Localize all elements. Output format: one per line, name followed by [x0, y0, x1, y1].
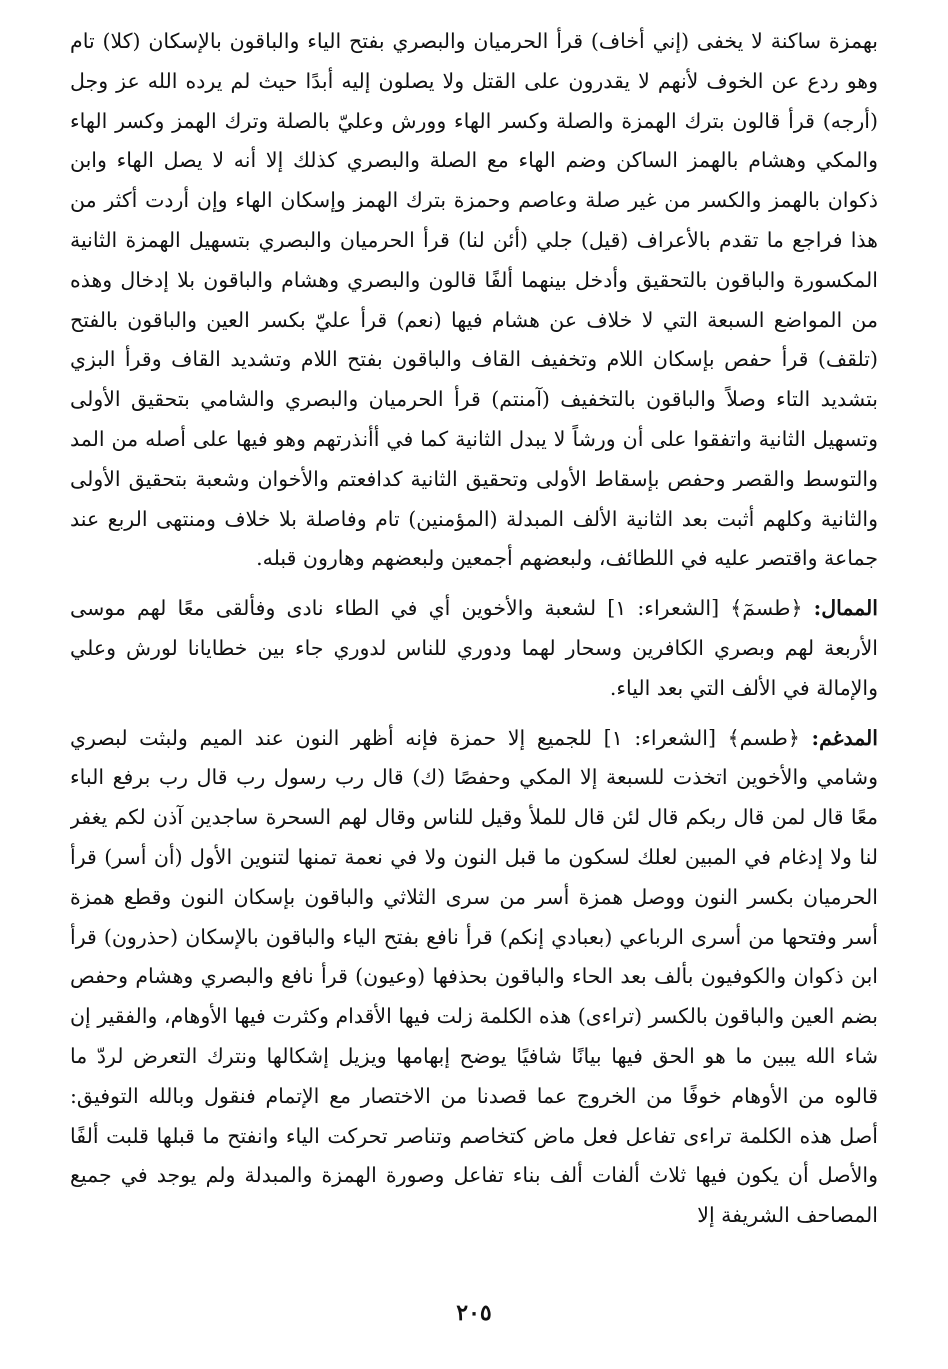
paragraph-commentary	[70, 22, 878, 579]
section-heading-mudgham: المدغم:	[811, 725, 878, 750]
page-number: ٢٠٥	[456, 1300, 492, 1326]
paragraph-text: بهمزة ساكنة لا يخفى (إني أخاف) قرأ الحرميان والبصري بفتح الياء والباقون بالإسكان (كلا) تام وهو ردع عن الخوف لأنهم لا يقدرون على القتل ولا يصلون إليه أبدًا حيث لم يرده الله عز وجل (أرجه) قرأ قالون بترك الهمزة والصلة وكسر الهاء وورش وعليّ بالصلة وترك الهمز وكسر الهاء والمكي وهشام بالهمز الساكن وضم الهاء مع الصلة والبصري كذلك إلا أنه لا يصل الهاء وابن ذكوان بالهمز والكسر من غير صلة وعاصم وحمزة بترك الهمز وإسكان الهاء وإن أردت أكثر من هذا فراجع ما تقدم بالأعراف (قيل) جلي (أئن لنا) قرأ الحرميان والبصري بتسهيل الهمزة الثانية المكسورة والباقون بالتحقيق وأدخل بينهما ألفًا قالون والبصري وهشام والباقون بلا إدخال وهذه من المواضع السبعة التي لا خلاف عن هشام فيها (نعم) قرأ عليّ بكسر العين والباقون بالفتح (تلقف) قرأ حفص بإسكان اللام وتخفيف القاف والباقون بفتح اللام وتشديد القاف وقرأ البزي بتشديد التاء وصلاً والباقون بالتخفيف (آمنتم) قرأ الحرميان والبصري والشامي بتحقيق الأولى وتسهيل الثانية واتفقوا على أن ورشاً لا يبدل الثانية كما في أأنذرتهم وهو فيها على أصله من المد والتوسط والقصر وحفص بإسقاط الأولى وتحقيق الثانية كدافعتم والأخوان وشعبة بتحقيق الأولى والثانية وكلهم أثبت بعد الثانية الألف المبدلة (المؤمنين) تام وفاصلة بلا خلاف ومنتهى الربع عند جماعة واقتصر عليه في اللطائف، ولبعضهم أجمعين ولبعضهم وهارون قبله.	[70, 29, 878, 571]
paragraph-mumal	[70, 589, 878, 708]
page-body	[70, 22, 878, 1332]
section-heading-mumal: الممال:	[813, 596, 878, 621]
paragraph-mudgham	[70, 719, 878, 1236]
paragraph-text: ﴿طسمٓ﴾ [الشعراء: ١] لشعبة والأخوين أي في الطاء نادى وفألقى معًا لهم موسى الأربعة لهم وبصري الكافرين وسحار لهما ودوري للناس لدوري جاء بين خطايانا لورش وعلي والإمالة في الألف التي بعد الياء.	[70, 596, 878, 700]
paragraph-text: ﴿طسم﴾ [الشعراء: ١] للجميع إلا حمزة فإنه أظهر النون عند الميم ولبثت لبصري وشامي والأخوين اتخذت للسبعة إلا المكي وحفصًا (ك) قال رب رسول رب قال رب برفع الباء معًا قال لمن قال ربكم قال لئن قال للملأ وقيل للناس وقال لهم السحرة ساجدين آذن لكم يغفر لنا ولا إدغام في المبين لعلك لسكون ما قبل النون ولا في نعمة تمنها لتنوين الأول (أن أسر) قرأ الحرميان بكسر النون ووصل همزة أسر من سرى الثلاثي والباقون بإسكان النون وقطع همزة أسر وفتحها من أسرى الرباعي (بعبادي إنكم) قرأ نافع بفتح الياء والباقون بالإسكان (حذرون) قرأ ابن ذكوان والكوفيون بألف بعد الحاء والباقون بحذفها (وعيون) قرأ نافع والبصري وهشام وحفص بضم العين والباقون بالكسر (تراءى) هذه الكلمة زلت فيها الأقدام وكثرت فيها الأوهام، والفقير إن شاء الله يبين ما هو الحق فيها بيانًا شافيًا يوضح إبهامها ويزيل إشكالها ونترك التعرض لردّ ما قالوه من الأوهام خوفًا من الخروج عما قصدنا من الاختصار مع الإتمام فنقول وبالله التوفيق: أصل هذه الكلمة تراءى تفاعل فعل ماض كتخاصم وتناصر تحركت الياء وانفتح ما قبلها قلبت ألفًا والأصل أن يكون فيها ثلاث ألفات ألف بناء تفاعل وصورة الهمزة والمبدلة ولم يوجد في جميع المصاحف الشريفة إلا	[70, 725, 878, 1228]
